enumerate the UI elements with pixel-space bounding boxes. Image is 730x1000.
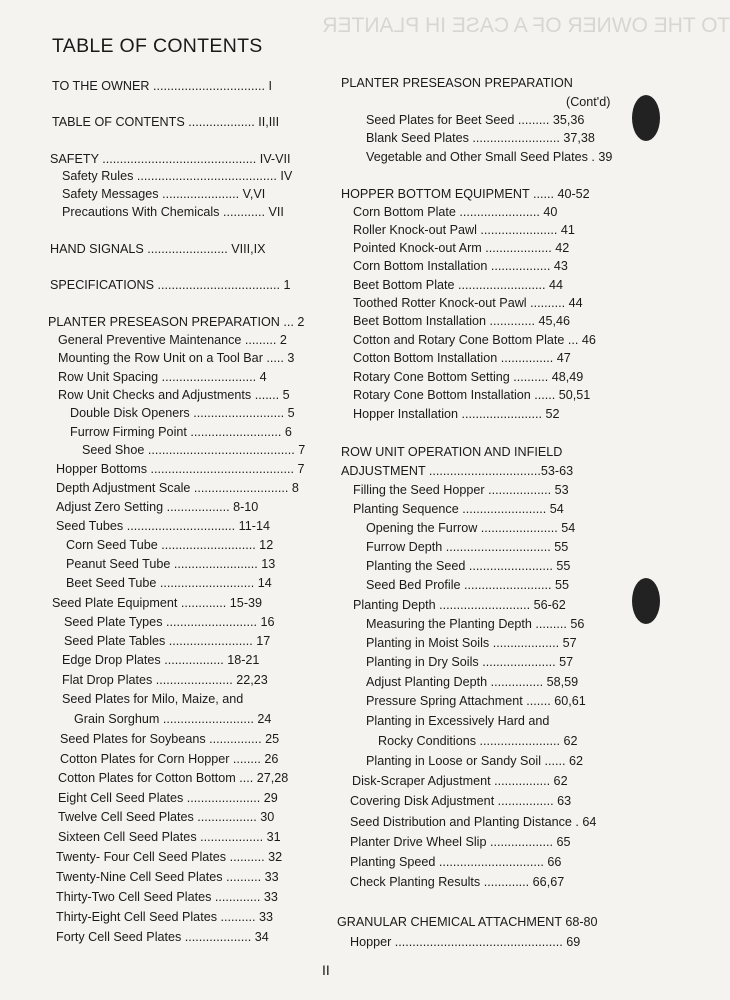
ghost-bleed-text: TO THE OWNER OF A CASE IH PLANTER: [322, 14, 730, 37]
toc-right-entry: Measuring the Planting Depth ......... 56: [366, 617, 585, 631]
toc-left-entry: Safety Messages ...................... V,VI: [62, 187, 266, 201]
toc-right-entry: Beet Bottom Installation ............. 45,46: [353, 314, 571, 328]
toc-left-entry: Thirty-Eight Cell Seed Plates .......... 33: [56, 910, 273, 924]
toc-left-entry: Seed Shoe .......................................... 7: [82, 443, 306, 457]
page-number: II: [322, 962, 330, 978]
toc-right-entry: Planting Depth .......................... 56-62: [353, 598, 566, 612]
toc-right-entry: Seed Distribution and Planting Distance . 64: [350, 815, 597, 829]
toc-left-entry: Row Unit Spacing ........................... 4: [58, 370, 267, 384]
toc-right-entry: Adjust Planting Depth ............... 58,59: [366, 675, 579, 689]
toc-right-entry: Hopper Installation ....................... 52: [353, 407, 560, 421]
toc-left-entry: Furrow Firming Point .......................... 6: [70, 425, 292, 439]
toc-right-entry: Rotary Cone Bottom Installation ...... 50,51: [353, 388, 591, 402]
toc-left-entry: Flat Drop Plates ...................... 22,23: [62, 673, 268, 687]
toc-right-entry: Seed Bed Profile ......................... 55: [366, 578, 569, 592]
toc-right-entry: Covering Disk Adjustment ................ 63: [350, 794, 572, 808]
toc-left-entry: Beet Seed Tube ........................... 14: [66, 576, 272, 590]
toc-right-entry: Planting Sequence ........................ 54: [353, 502, 564, 516]
toc-left-entry: SAFETY ............................................ IV-VII: [50, 152, 291, 166]
toc-right-entry: Toothed Rotter Knock-out Pawl .......... 44: [353, 296, 583, 310]
toc-left-entry: PLANTER PRESEASON PREPARATION ... 2: [48, 315, 305, 329]
toc-right-entry: Planting in Moist Soils ................... 57: [366, 636, 577, 650]
toc-right-entry: Planting the Seed ........................ 55: [366, 559, 571, 573]
toc-left-entry: Seed Plates for Soybeans ............... 25: [60, 732, 280, 746]
toc-left-entry: Thirty-Two Cell Seed Plates ............. 33: [56, 890, 278, 904]
toc-right-entry: Planter Drive Wheel Slip .................. 65: [350, 835, 571, 849]
toc-left-entry: Corn Seed Tube ........................... 12: [66, 538, 274, 552]
toc-left-entry: Seed Plate Equipment ............. 15-39: [52, 596, 263, 610]
toc-left-entry: Safety Rules ........................................ IV: [62, 169, 293, 183]
toc-left-entry: General Preventive Maintenance ......... 2: [58, 333, 287, 347]
toc-right-entry: Rocky Conditions ....................... 62: [378, 734, 578, 748]
toc-right-entry: Vegetable and Other Small Seed Plates . 39: [366, 150, 613, 164]
toc-right-entry: Rotary Cone Bottom Setting .......... 48,49: [353, 370, 584, 384]
toc-right-entry: Roller Knock-out Pawl ...................... 41: [353, 223, 575, 237]
toc-right-entry: Check Planting Results ............. 66,67: [350, 875, 565, 889]
binder-hole-top: [632, 95, 660, 141]
toc-right-entry: Seed Plates for Beet Seed ......... 35,36: [366, 113, 585, 127]
toc-left-entry: HAND SIGNALS ....................... VIII,IX: [50, 242, 266, 256]
toc-left-entry: Adjust Zero Setting .................. 8-10: [56, 500, 259, 514]
toc-right-entry: GRANULAR CHEMICAL ATTACHMENT 68-80: [337, 915, 598, 929]
toc-left-entry: Mounting the Row Unit on a Tool Bar ..... 3: [58, 351, 295, 365]
toc-left-entry: Row Unit Checks and Adjustments ....... 5: [58, 388, 290, 402]
toc-right-entry: Opening the Furrow ...................... 54: [366, 521, 576, 535]
toc-left-entry: Twelve Cell Seed Plates ................. 30: [58, 810, 275, 824]
toc-left-entry: Depth Adjustment Scale ........................... 8: [56, 481, 299, 495]
toc-left-entry: Twenty-Nine Cell Seed Plates .......... 33: [56, 870, 279, 884]
toc-left-entry: TABLE OF CONTENTS ................... II,III: [52, 115, 280, 129]
toc-right-entry: ADJUSTMENT ................................53-63: [341, 464, 574, 478]
toc-right-entry: Planting in Excessively Hard and: [366, 714, 550, 728]
toc-right-entry: Cotton and Rotary Cone Bottom Plate ... 46: [353, 333, 596, 347]
toc-right-entry: Pointed Knock-out Arm ................... 42: [353, 241, 570, 255]
toc-left-entry: Twenty- Four Cell Seed Plates .......... 32: [56, 850, 283, 864]
binder-hole-bottom: [632, 578, 660, 624]
toc-right-entry: Beet Bottom Plate ......................... 44: [353, 278, 563, 292]
toc-right-entry: Hopper ................................................ 69: [350, 935, 581, 949]
toc-right-entry: ROW UNIT OPERATION AND INFIELD: [341, 445, 563, 459]
toc-left-entry: Sixteen Cell Seed Plates .................. 31: [58, 830, 281, 844]
toc-left-entry: Seed Plates for Milo, Maize, and: [62, 692, 244, 706]
toc-left-entry: Cotton Plates for Corn Hopper ........ 26: [60, 752, 279, 766]
toc-left-entry: Cotton Plates for Cotton Bottom .... 27,28: [58, 771, 289, 785]
toc-right-entry: (Cont'd): [566, 95, 611, 109]
toc-right-entry: Pressure Spring Attachment ....... 60,61: [366, 694, 586, 708]
toc-left-entry: Hopper Bottoms ......................................... 7: [56, 462, 305, 476]
toc-left-entry: Seed Plate Types .......................... 16: [64, 615, 275, 629]
toc-right-entry: Disk-Scraper Adjustment ................ 62: [352, 774, 568, 788]
toc-right-entry: Corn Bottom Installation ................. 43: [353, 259, 568, 273]
toc-right-entry: PLANTER PRESEASON PREPARATION: [341, 76, 573, 90]
toc-left-entry: SPECIFICATIONS ................................... 1: [50, 278, 291, 292]
toc-right-entry: Furrow Depth .............................. 55: [366, 540, 569, 554]
toc-right-entry: Blank Seed Plates ......................... 37,38: [366, 131, 595, 145]
toc-left-entry: Forty Cell Seed Plates ................... 34: [56, 930, 269, 944]
toc-right-entry: Cotton Bottom Installation ............... 47: [353, 351, 571, 365]
toc-left-entry: Grain Sorghum .......................... 24: [74, 712, 272, 726]
toc-right-entry: Corn Bottom Plate ....................... 40: [353, 205, 558, 219]
toc-left-entry: Seed Tubes ............................... 11-14: [56, 519, 270, 533]
toc-right-entry: HOPPER BOTTOM EQUIPMENT ...... 40-52: [341, 187, 590, 201]
toc-left-entry: Double Disk Openers .......................... 5: [70, 406, 295, 420]
toc-left-entry: Edge Drop Plates ................. 18-21: [62, 653, 260, 667]
toc-left-entry: Seed Plate Tables ........................ 17: [64, 634, 271, 648]
toc-right-entry: Planting in Dry Soils ..................... 57: [366, 655, 574, 669]
toc-right-entry: Filling the Seed Hopper .................. 53: [353, 483, 569, 497]
toc-left-entry: Precautions With Chemicals ............ VII: [62, 205, 284, 219]
page-title: TABLE OF CONTENTS: [52, 35, 263, 57]
toc-left-entry: Peanut Seed Tube ........................ 13: [66, 557, 276, 571]
toc-left-entry: Eight Cell Seed Plates ..................... 29: [58, 791, 278, 805]
toc-left-entry: TO THE OWNER ................................ I: [52, 79, 272, 93]
toc-right-entry: Planting Speed .............................. 66: [350, 855, 562, 869]
toc-right-entry: Planting in Loose or Sandy Soil ...... 62: [366, 754, 584, 768]
